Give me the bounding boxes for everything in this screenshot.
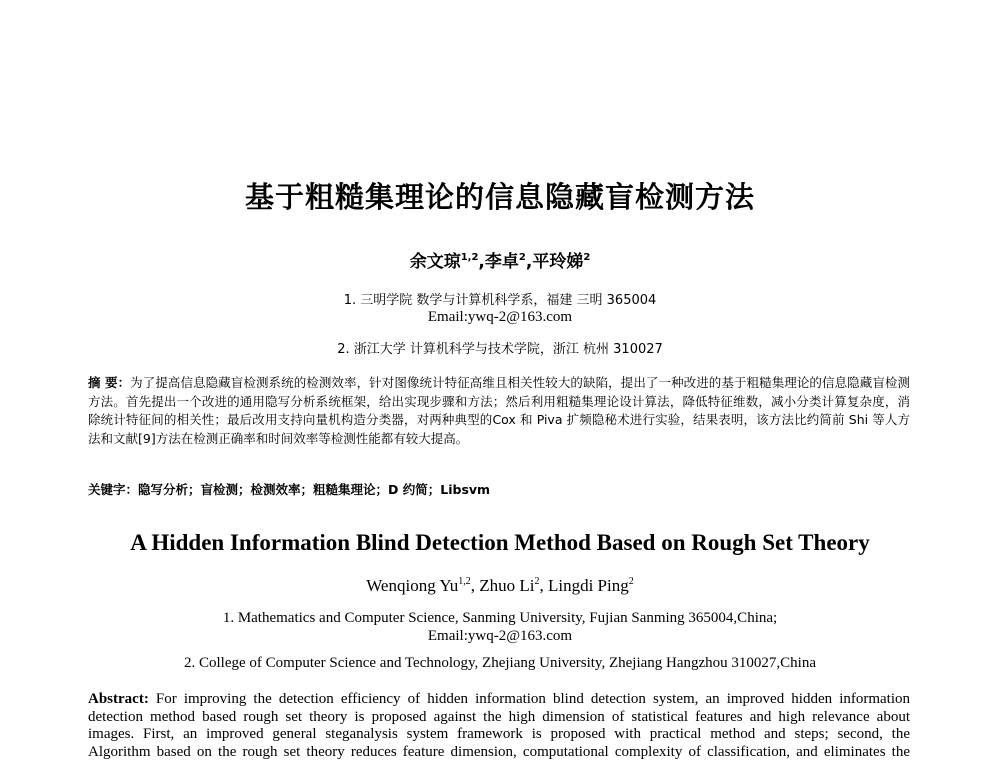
chinese-keywords — [88, 480, 910, 498]
chinese-author-2: ,李卓 — [478, 252, 518, 272]
chinese-affiliation-2: 2. 浙江大学 计算机科学与技术学院，浙江 杭州 310027 — [0, 338, 1000, 357]
chinese-author-2-affiliation-mark: 2 — [519, 252, 526, 263]
chinese-abstract-label: 摘 要： — [88, 375, 130, 390]
chinese-author-3: ,平玲娣 — [526, 252, 583, 272]
english-email: Email:ywq-2@163.com — [0, 628, 1000, 645]
english-author-1: Wenqiong Yu — [366, 576, 458, 595]
english-author-3: , Lingdi Ping — [539, 576, 628, 595]
english-abstract-line — [88, 691, 910, 709]
chinese-title: 基于粗糙集理论的信息隐藏盲检测方法 — [0, 175, 1000, 216]
english-author-3-affiliation-mark: 2 — [629, 576, 634, 587]
english-abstract-label: Abstract: — [88, 691, 149, 707]
english-abstract — [88, 691, 910, 761]
english-authors — [0, 576, 1000, 596]
english-abstract-line-text: For improving the detection efficiency of hidden information blind detection system, an improved hidden information — [156, 691, 910, 707]
chinese-keywords-text: 隐写分析；盲检测；检测效率；粗糙集理论；D 约简；Libsvm — [138, 482, 490, 497]
chinese-email: Email:ywq-2@163.com — [0, 309, 1000, 326]
chinese-author-1: 余文琼 — [410, 252, 461, 272]
english-author-2-affiliation-mark: 2 — [534, 576, 539, 587]
english-affiliation-2: 2. College of Computer Science and Technology, Zhejiang University, Zhejiang Hangzhou 310027,China — [0, 655, 1000, 672]
chinese-abstract — [88, 374, 910, 448]
chinese-keywords-label: 关键字： — [88, 482, 138, 497]
chinese-affiliation-1: 1. 三明学院 数学与计算机科学系，福建 三明 365004 — [0, 289, 1000, 308]
chinese-author-1-affiliation-mark: 1,2 — [461, 252, 479, 263]
english-abstract-line: Algorithm based on the rough set theory reduces feature dimension, computational complexity of classification, and eliminates the — [88, 744, 910, 761]
chinese-author-3-affiliation-mark: 2 — [583, 252, 590, 263]
chinese-abstract-text: 为了提高信息隐藏盲检测系统的检测效率，针对图像统计特征高维且相关性较大的缺陷，提出了一种改进的基于粗糙集理论的信息隐藏盲检测方法。首先提出一个改进的通用隐写分析系统框架，给出实现步骤和方法；然后利用粗糙集理论设计算法，降低特征维数，减小分类计算复杂度，消除统计特征间的相关性；最后改用支持向量机构造分类器，对两种典型的Cox 和 Piva 扩频隐秘术进行实验，结果表明，该方法比约简前 Shi 等人方法和文献[9]方法在检测正确率和时间效率等检测性能都有较大提高。 — [88, 375, 910, 446]
english-author-2: , Zhuo Li — [471, 576, 535, 595]
chinese-authors — [0, 247, 1000, 272]
english-abstract-line: images. First, an improved general steganalysis system framework is proposed with practical method and steps; second, the — [88, 726, 910, 744]
english-title: A Hidden Information Blind Detection Method Based on Rough Set Theory — [0, 530, 1000, 556]
english-affiliation-1: 1. Mathematics and Computer Science, Sanming University, Fujian Sanming 365004,China; — [0, 610, 1000, 627]
english-abstract-line: detection method based rough set theory is proposed against the high dimension of statistical features and high relevance about — [88, 709, 910, 727]
english-author-1-affiliation-mark: 1,2 — [458, 576, 471, 587]
